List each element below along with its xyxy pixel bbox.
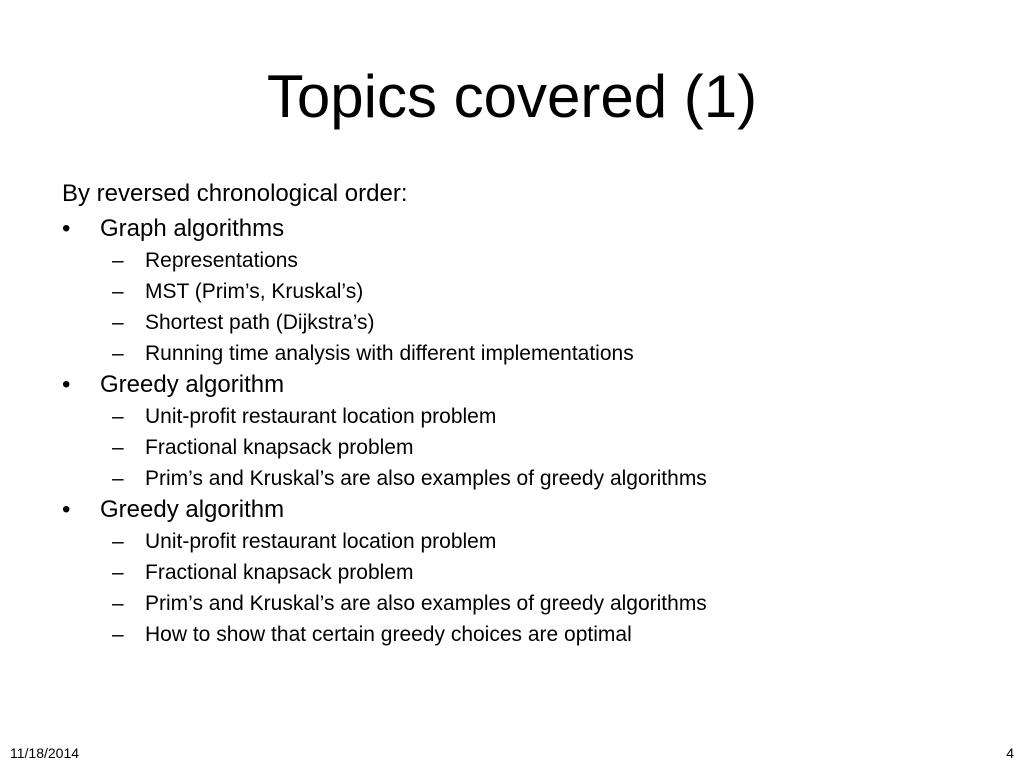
dash-icon: – xyxy=(112,530,124,553)
sub-bullet-label: Unit-profit restaurant location problem xyxy=(145,530,497,553)
sub-bullet-label: MST (Prim’s, Kruskal’s) xyxy=(145,280,364,303)
bullet-label: Greedy algorithm xyxy=(100,496,285,523)
sub-bullet-item xyxy=(0,526,1024,557)
bullet-label: Graph algorithms xyxy=(100,215,285,242)
bullet-item xyxy=(0,213,1024,245)
bullet-item xyxy=(0,494,1024,526)
topic-list xyxy=(0,213,1024,650)
sub-bullet-item xyxy=(0,463,1024,494)
dash-icon: – xyxy=(112,311,124,334)
bullet-item xyxy=(0,369,1024,401)
dash-icon: – xyxy=(112,592,124,615)
sub-bullet-label: Fractional knapsack problem xyxy=(145,436,414,459)
sub-bullet-item xyxy=(0,432,1024,463)
footer-date: 11/18/2014 xyxy=(10,745,80,761)
sub-bullet-label: Prim’s and Kruskal’s are also examples of greedy algorithms xyxy=(145,592,707,615)
sub-bullet-item xyxy=(0,338,1024,369)
sub-bullet-item xyxy=(0,619,1024,650)
sub-bullet-label: Prim’s and Kruskal’s are also examples of greedy algorithms xyxy=(145,467,707,490)
dash-icon: – xyxy=(112,561,124,584)
dash-icon: – xyxy=(112,249,124,272)
sub-bullet-item xyxy=(0,401,1024,432)
slide-title: Topics covered (1) xyxy=(266,63,758,130)
sub-bullet-label: Fractional knapsack problem xyxy=(145,561,414,584)
dash-icon: – xyxy=(112,467,124,490)
sub-bullet-label: Representations xyxy=(145,249,298,272)
bullet-icon: • xyxy=(62,215,71,242)
page-number: 4 xyxy=(1006,745,1014,761)
dash-icon: – xyxy=(112,405,124,428)
sub-bullet-item xyxy=(0,307,1024,338)
sub-bullet-label: Shortest path (Dijkstra’s) xyxy=(145,311,375,334)
sub-bullet-item xyxy=(0,588,1024,619)
dash-icon: – xyxy=(112,623,124,646)
sub-bullet-item xyxy=(0,557,1024,588)
dash-icon: – xyxy=(112,436,124,459)
sub-bullet-item xyxy=(0,276,1024,307)
slide-intro: By reversed chronological order: xyxy=(62,180,408,207)
dash-icon: – xyxy=(112,280,124,303)
bullet-icon: • xyxy=(62,371,71,398)
sub-bullet-label: How to show that certain greedy choices are optimal xyxy=(145,623,632,646)
sub-bullet-item xyxy=(0,245,1024,276)
sub-bullet-label: Unit-profit restaurant location problem xyxy=(145,405,497,428)
sub-bullet-label: Running time analysis with different implementations xyxy=(145,342,634,365)
dash-icon: – xyxy=(112,342,124,365)
bullet-icon: • xyxy=(62,496,71,523)
bullet-label: Greedy algorithm xyxy=(100,371,285,398)
